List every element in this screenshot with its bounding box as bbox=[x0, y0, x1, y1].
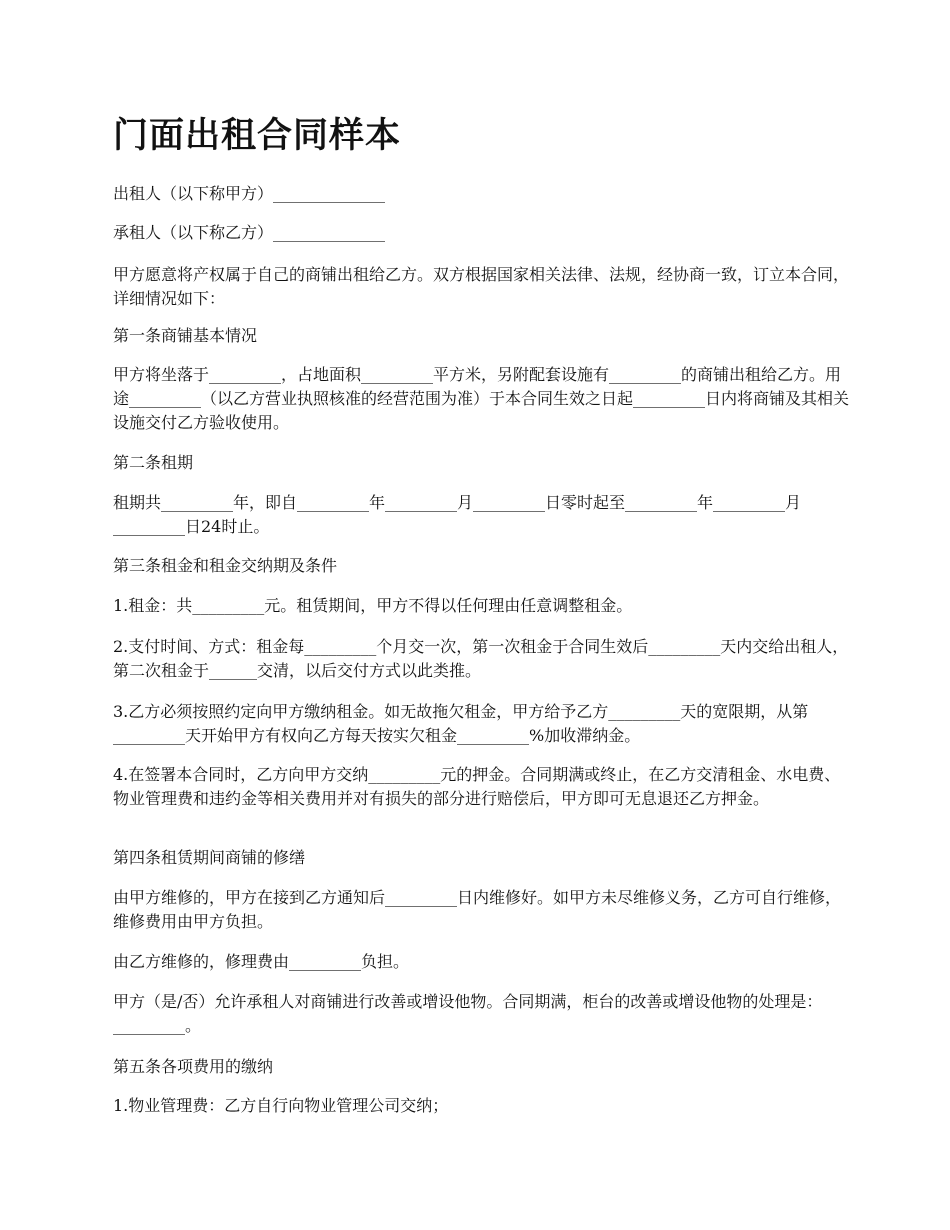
section-heading-4: 第四条租赁期间商铺的修缮 bbox=[113, 848, 306, 867]
section-heading-3: 第三条租金和租金交纳期及条件 bbox=[113, 556, 338, 575]
repair-clause-3: 甲方（是/否）允许承租人对商铺进行改善或增设他物。合同期满，柜台的改善或增设他物的处理是：_________。 bbox=[113, 992, 823, 1035]
lessor-line: 出租人（以下称甲方）______________ bbox=[113, 184, 386, 203]
section-2-paragraph: 租期共_________年，即自_________年_________月_________日零时起至_________年_________月_________日24时止。 bbox=[113, 493, 802, 536]
fee-clause-1: 1.物业管理费：乙方自行向物业管理公司交纳； bbox=[113, 1096, 449, 1115]
repair-clause-2: 由乙方维修的，修理费由_________负担。 bbox=[113, 952, 410, 971]
rent-clause-4: 4.在签署本合同时，乙方向甲方交纳_________元的押金。合同期满或终止，在乙方交清租金、水电费、物业管理费和违约金等相关费用并对有损失的部分进行赔偿后，甲方即可无息退还乙方押金。 bbox=[113, 765, 841, 808]
section-heading-5: 第五条各项费用的缴纳 bbox=[113, 1057, 274, 1076]
rent-clause-2: 2.支付时间、方式：租金每_________个月交一次，第一次租金于合同生效后_________天内交给出租人，第二次租金于______交清，以后交付方式以此类推。 bbox=[113, 637, 849, 680]
section-1-paragraph: 甲方将坐落于_________，占地面积_________平方米，另附配套设施有_________的商铺出租给乙方。用途_________（以乙方营业执照核准的经营范围为准）于本合同生效之日起_________日内将商铺及其相关设施交付乙方验收使用。 bbox=[113, 365, 850, 432]
rent-clause-3: 3.乙方必须按照约定向甲方缴纳租金。如无故拖欠租金，甲方给予乙方_________天的宽限期，从第_________天开始甲方有权向乙方每天按实欠租金_________%加收滞纳金。 bbox=[113, 702, 809, 745]
lessee-line: 承租人（以下称乙方）______________ bbox=[113, 223, 386, 242]
document-title: 门面出租合同样本 bbox=[113, 115, 402, 156]
rent-clause-1: 1.租金：共_________元。租赁期间，甲方不得以任何理由任意调整租金。 bbox=[113, 596, 633, 615]
section-heading-2: 第二条租期 bbox=[113, 453, 194, 472]
section-heading-1: 第一条商铺基本情况 bbox=[113, 326, 258, 345]
intro-paragraph: 甲方愿意将产权属于自己的商铺出租给乙方。双方根据国家相关法律、法规，经协商一致，订立本合同，详细情况如下： bbox=[113, 265, 850, 308]
repair-clause-1: 由甲方维修的，甲方在接到乙方通知后_________日内维修好。如甲方未尽维修义务，乙方可自行维修，维修费用由甲方负担。 bbox=[113, 888, 842, 931]
